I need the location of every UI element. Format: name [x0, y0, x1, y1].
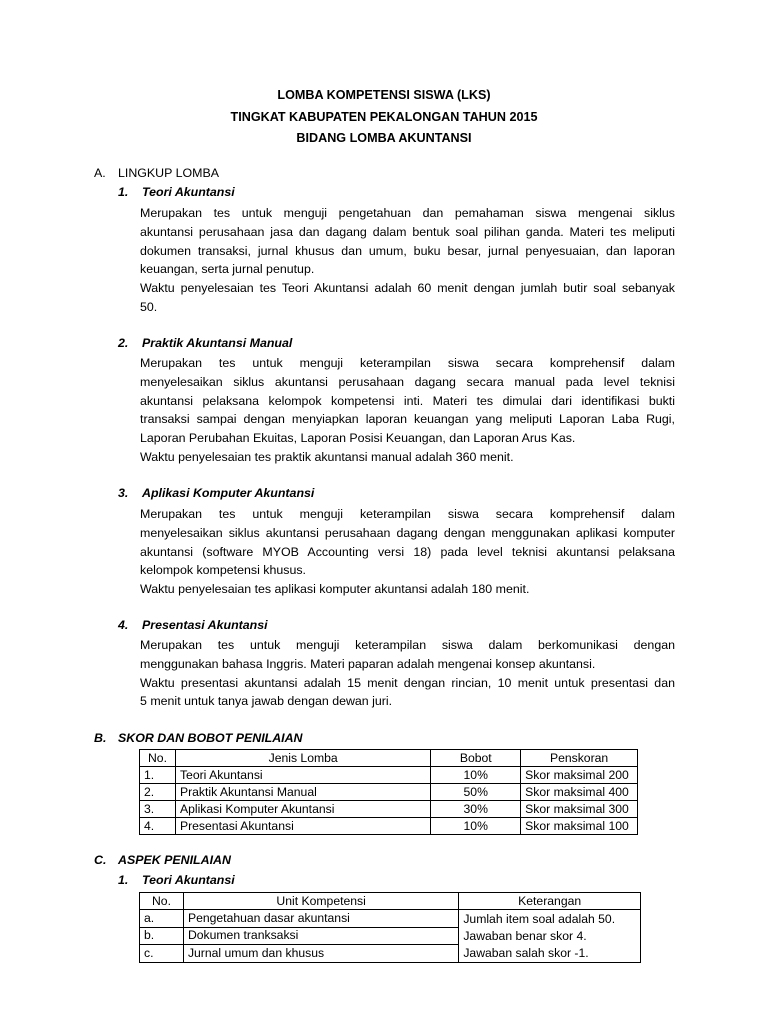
- table-header-row: [140, 750, 638, 767]
- table-header-cell: Keterangan: [459, 893, 641, 910]
- keterangan-line: Jumlah item soal adalah 50.: [463, 912, 616, 926]
- section-c-letter: C.: [94, 853, 107, 867]
- section-a-title: LINGKUP LOMBA: [118, 166, 219, 180]
- item-1-line: Merupakan tes untuk menguji pengetahuan dan pemahaman siswa mengenai siklus: [140, 206, 675, 220]
- keterangan-cell: [459, 910, 641, 963]
- item-2-line: Waktu penyelesaian tes praktik akuntansi manual adalah 360 menit.: [140, 449, 514, 464]
- item-1-line: Waktu penyelesaian tes Teori Akuntansi adalah 60 menit dengan jumlah butir soal sebanyak: [140, 281, 675, 296]
- table-header-cell: No.: [140, 893, 184, 910]
- item-1-line: 50.: [140, 299, 158, 314]
- item-4-line: Waktu presentasi akuntansi adalah 15 menit dengan rincian, 10 menit untuk presentasi dan: [140, 675, 675, 690]
- doc-title-line1: LOMBA KOMPETENSI SISWA (LKS): [277, 88, 491, 102]
- item-3-line: akuntansi (software MYOB Accounting versi 18) pada level teknisi akuntansi pelaksana: [140, 544, 675, 559]
- item-1-line: akuntansi perusahaan jasa dan dagang dalam bentuk soal pilihan ganda. Materi tes meliputi: [140, 224, 675, 239]
- table-cell: Skor maksimal 200: [521, 767, 638, 784]
- item-4-body: [140, 636, 675, 711]
- item-1-line: keuangan, serta jurnal penutup.: [140, 262, 315, 277]
- table-header-cell: Jenis Lomba: [175, 750, 430, 767]
- item-3-body: [140, 505, 675, 599]
- table-cell: Skor maksimal 400: [521, 784, 638, 801]
- table-header-cell: No.: [140, 750, 176, 767]
- item-3-line: menyelesaikan siklus akuntansi perusahaan dagang dengan menggunakan aplikasi komputer: [140, 525, 675, 540]
- table-cell: Praktik Akuntansi Manual: [175, 784, 430, 801]
- section-b-title: SKOR DAN BOBOT PENILAIAN: [118, 731, 303, 745]
- table-cell: Dokumen tranksaksi: [183, 927, 458, 945]
- item-4-title: Presentasi Akuntansi: [142, 618, 268, 632]
- table-cell: 10%: [431, 818, 521, 835]
- table-cell: b.: [140, 927, 184, 945]
- table-row: [140, 818, 638, 835]
- item-3-line: kelompok kompetensi khusus.: [140, 563, 306, 578]
- keterangan-line: Jawaban salah skor -1.: [463, 946, 589, 960]
- doc-title-line2: TINGKAT KABUPATEN PEKALONGAN TAHUN 2015: [230, 110, 538, 124]
- item-3-title: Aplikasi Komputer Akuntansi: [142, 486, 315, 500]
- table-cell: 30%: [431, 801, 521, 818]
- item-4-line: 5 menit untuk tanya jawab dengan dewan juri.: [140, 694, 393, 709]
- item-4-line: menggunakan bahasa Inggris. Materi paparan adalah mengenai konsep akuntansi.: [140, 656, 596, 671]
- score-weight-table: [139, 749, 638, 835]
- section-c-sub-title: Teori Akuntansi: [142, 873, 235, 887]
- table-row: [140, 767, 638, 784]
- assessment-table: [139, 892, 641, 963]
- table-cell: Presentasi Akuntansi: [175, 818, 430, 835]
- item-1-body: [140, 204, 675, 317]
- doc-title-line3: BIDANG LOMBA AKUNTANSI: [296, 131, 472, 145]
- table-cell: Aplikasi Komputer Akuntansi: [175, 801, 430, 818]
- table-row: [140, 801, 638, 818]
- item-1-line: dokumen transaksi, jurnal khusus dan umum, buku besar, jurnal penyesuaian, dan laporan: [140, 243, 675, 258]
- item-3-line: Merupakan tes untuk menguji keterampilan siswa secara komprehensif dalam: [140, 507, 675, 521]
- table-cell: c.: [140, 945, 184, 963]
- table-header-cell: Unit Kompetensi: [183, 893, 458, 910]
- table-header-cell: Bobot: [431, 750, 521, 767]
- item-2-line: transaksi sampai dengan menyiapkan laporan keuangan yang meliputi Laporan Laba Rugi,: [140, 412, 675, 427]
- table-cell: a.: [140, 910, 184, 928]
- table-row: [140, 910, 641, 928]
- table-cell: 1.: [140, 767, 176, 784]
- item-3-line: Waktu penyelesaian tes aplikasi komputer akuntansi adalah 180 menit.: [140, 582, 530, 597]
- table-header-row: [140, 893, 641, 910]
- table-cell: 10%: [431, 767, 521, 784]
- item-2-body: [140, 354, 675, 467]
- item-4-line: Merupakan tes untuk menguji keterampilan siswa dalam berkomunikasi dengan: [140, 638, 675, 652]
- item-1-number: 1.: [118, 185, 129, 199]
- section-c-title: ASPEK PENILAIAN: [118, 853, 231, 867]
- item-4-number: 4.: [118, 618, 129, 632]
- section-c-sub-number: 1.: [118, 873, 129, 887]
- item-2-line: menyelesaikan siklus akuntansi perusahaan dagang secara manual pada level teknisi: [140, 374, 675, 389]
- table-cell: 2.: [140, 784, 176, 801]
- table-cell: Skor maksimal 100: [521, 818, 638, 835]
- item-3-number: 3.: [118, 486, 129, 500]
- item-2-line: Merupakan tes untuk menguji keterampilan siswa secara komprehensif dalam: [140, 356, 675, 370]
- table-cell: Skor maksimal 300: [521, 801, 638, 818]
- section-a-letter: A.: [94, 166, 106, 180]
- table-row: [140, 784, 638, 801]
- keterangan-line: Jawaban benar skor 4.: [463, 929, 587, 943]
- item-2-line: Laporan Perubahan Ekuitas, Laporan Posisi Keuangan, dan Laporan Arus Kas.: [140, 431, 576, 446]
- table-cell: Jurnal umum dan khusus: [183, 945, 458, 963]
- item-2-number: 2.: [118, 336, 129, 350]
- item-2-title: Praktik Akuntansi Manual: [142, 336, 293, 350]
- table-cell: 4.: [140, 818, 176, 835]
- section-b-letter: B.: [94, 731, 107, 745]
- table-cell: 3.: [140, 801, 176, 818]
- item-1-title: Teori Akuntansi: [142, 185, 235, 199]
- item-2-line: akuntansi pelaksana kelompok kompetensi inti. Materi tes dimulai dari identifikasi bukti: [140, 393, 675, 408]
- table-header-cell: Penskoran: [521, 750, 638, 767]
- table-cell: 50%: [431, 784, 521, 801]
- table-cell: Pengetahuan dasar akuntansi: [183, 910, 458, 928]
- table-cell: Teori Akuntansi: [175, 767, 430, 784]
